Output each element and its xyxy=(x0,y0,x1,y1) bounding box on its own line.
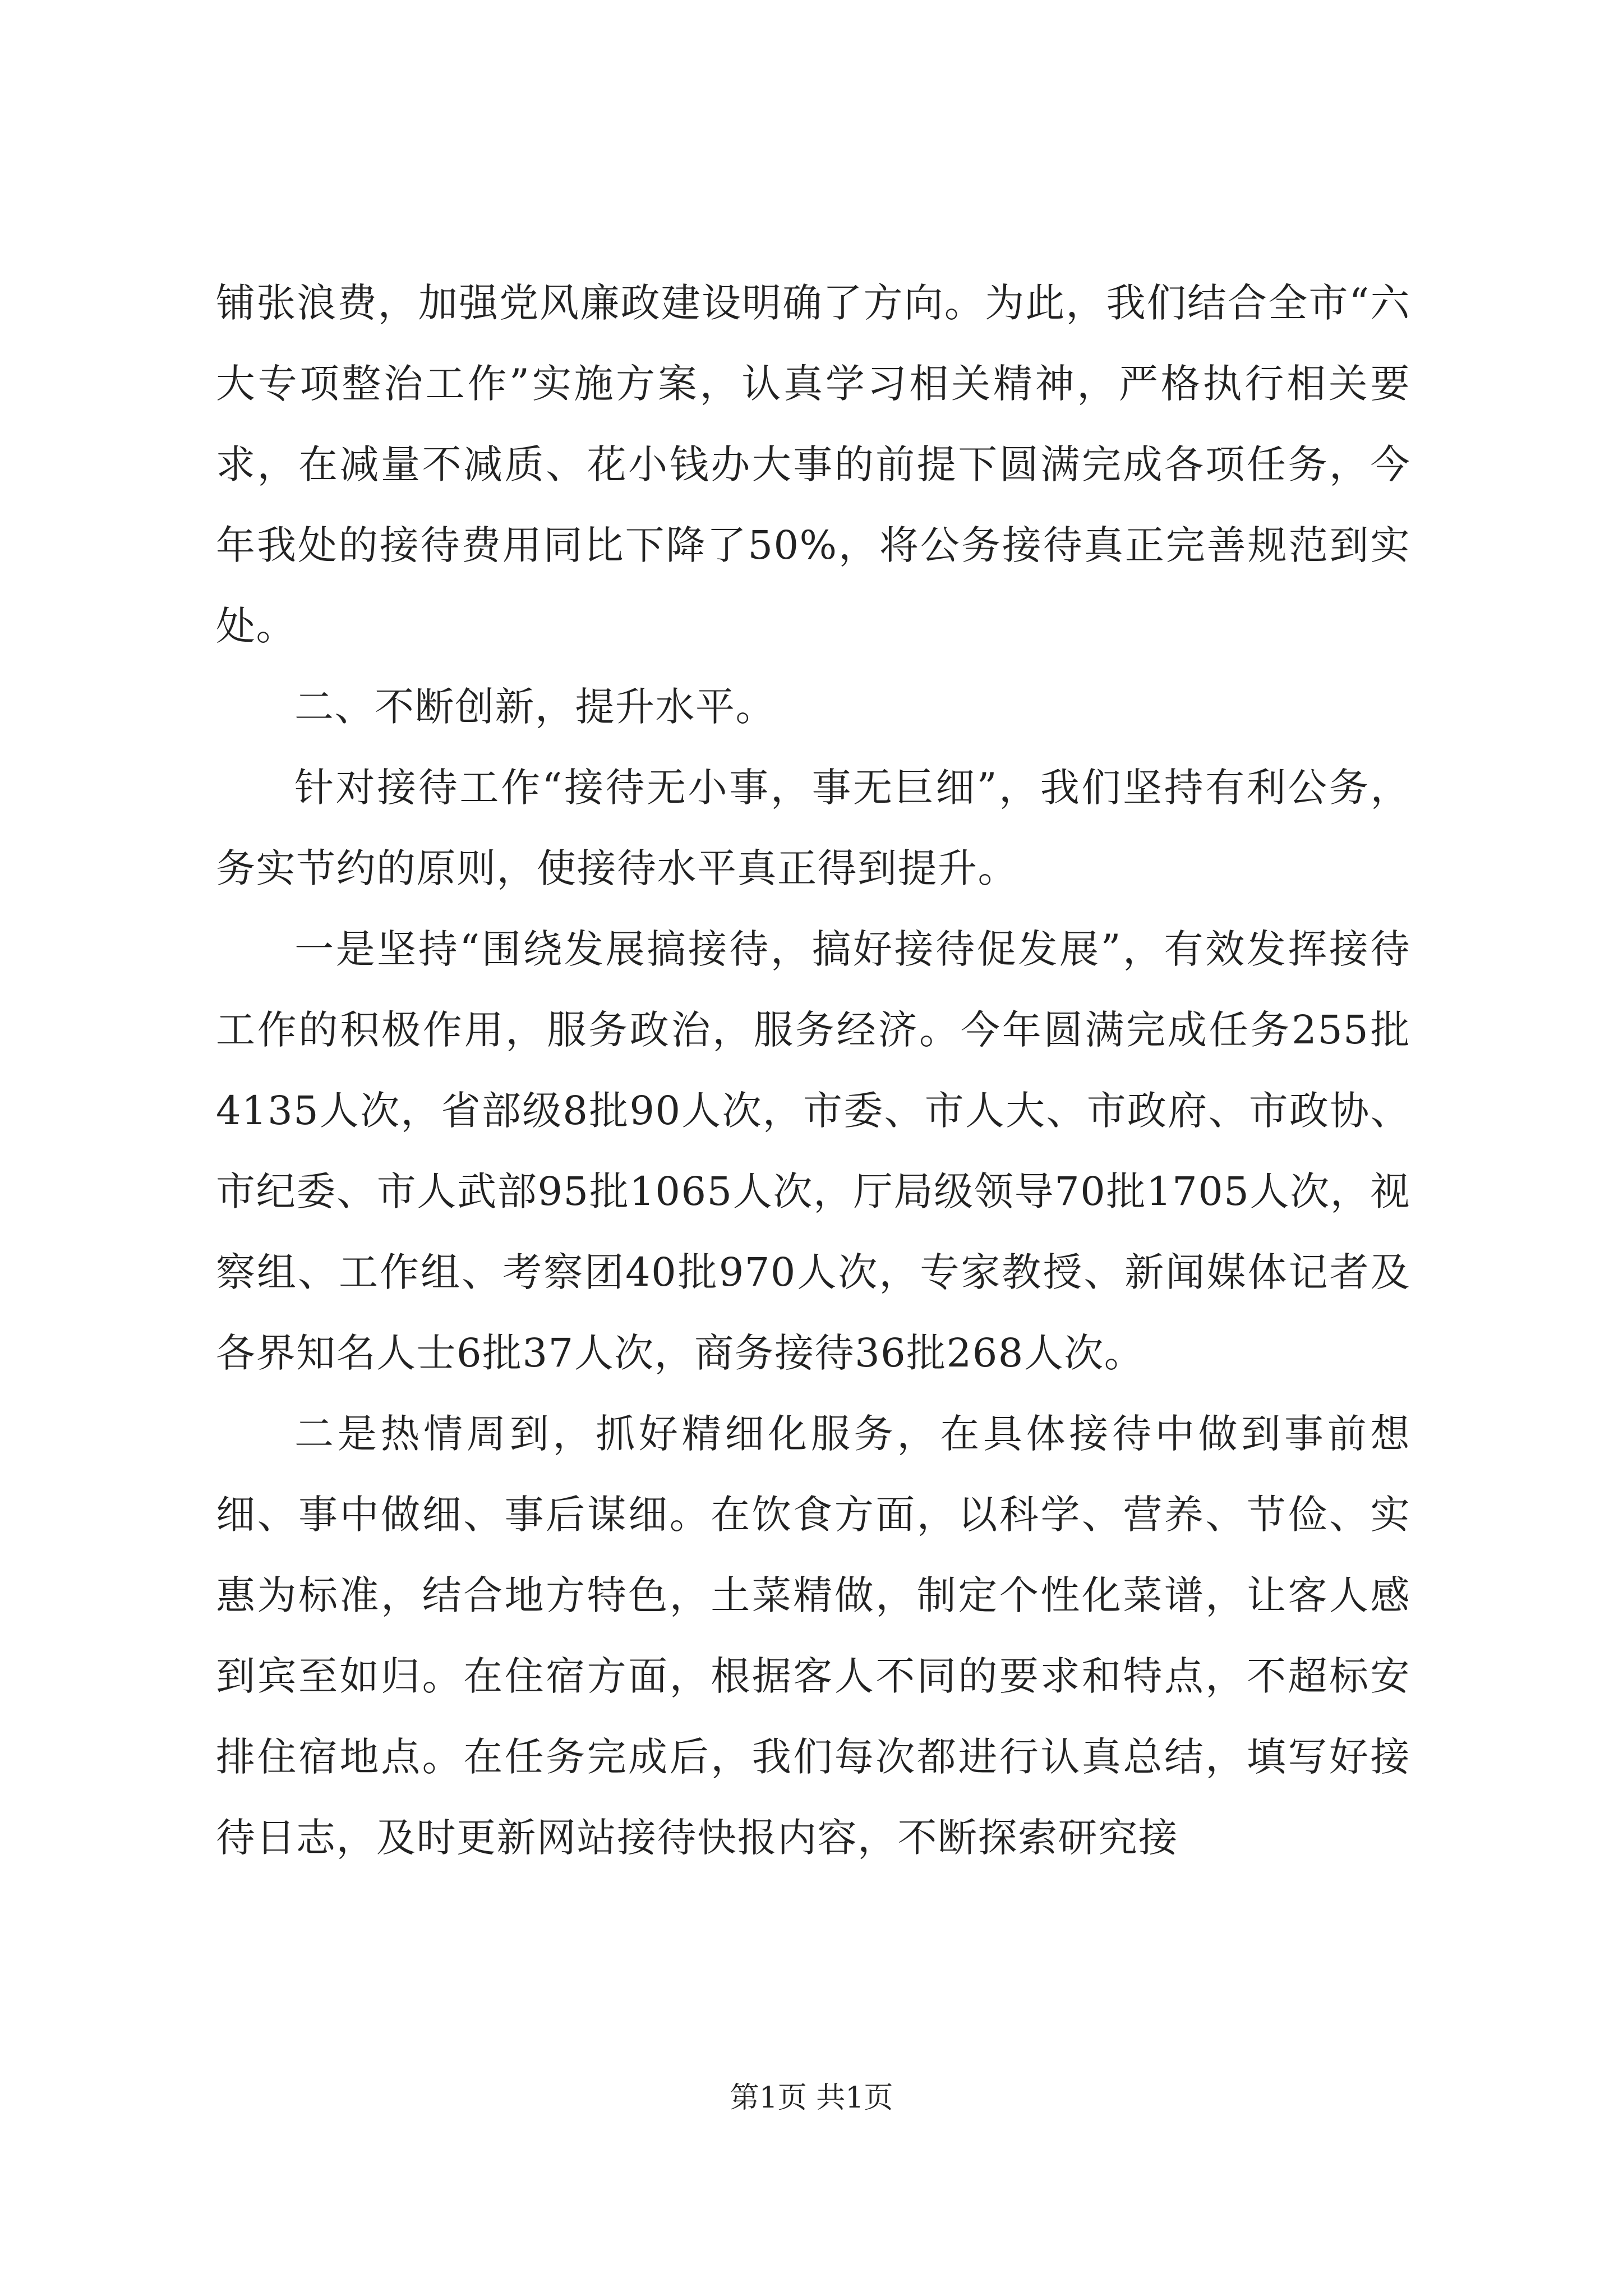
page-footer: 第1页 共1页 xyxy=(730,2081,893,2115)
paragraph-intro: 针对接待工作“接待无小事，事无巨细”，我们坚持有利公务，务实节约的原则，使接待水平真正得到提升。 xyxy=(216,765,1410,891)
paragraph-continuation: 铺张浪费，加强党风廉政建设明确了方向。为此，我们结合全市“六大专项整治工作”实施方案，认真学习相关精神，严格执行相关要求，在减量不减质、花小钱办大事的前提下圆满完成各项任务，今年我处的接待费用同比下降了50%，将公务接待真正完善规范到实处。 xyxy=(216,280,1410,649)
paragraph-point-one: 一是坚持“围绕发展搞接待，搞好接待促发展”，有效发挥接待工作的积极作用，服务政治，服务经济。今年圆满完成任务255批4135人次，省部级8批90人次，市委、市人大、市政府、市政协、市纪委、市人武部95批1065人次，厅局级领导70批1705人次，视察组、工作组、考察团40批970人次，专家教授、新闻媒体记者及各界知名人士6批37人次，商务接待36批268人次。 xyxy=(216,926,1410,1376)
section-heading: 二、不断创新，提升水平。 xyxy=(294,684,776,730)
paragraph-point-two: 二是热情周到，抓好精细化服务，在具体接待中做到事前想细、事中做细、事后谋细。在饮食方面，以科学、营养、节俭、实惠为标准，结合地方特色，土菜精做，制定个性化菜谱，让客人感到宾至如归。在住宿方面，根据客人不同的要求和特点，不超标安排住宿地点。在任务完成后，我们每次都进行认真总结，填写好接待日志，及时更新网站接待快报内容，不断探索研究接 xyxy=(216,1411,1410,1861)
document-body xyxy=(216,263,1410,1878)
